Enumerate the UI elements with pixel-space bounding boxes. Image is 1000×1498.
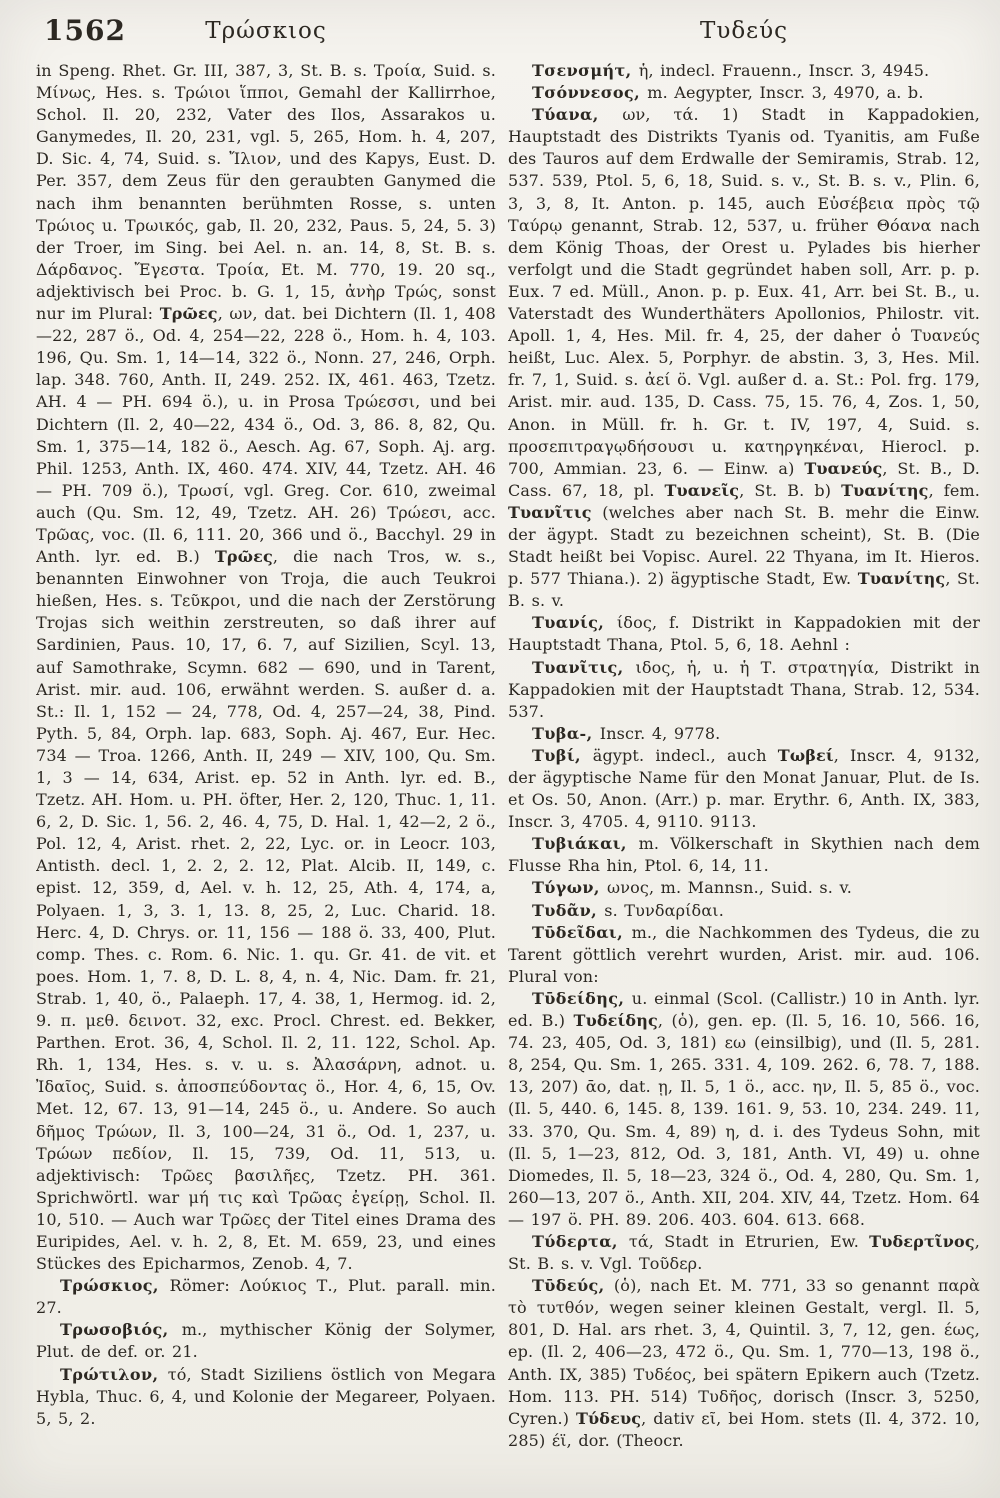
left-column [36,60,496,1492]
dictionary-entry: Τρώτιλον, τό, Stadt Siziliens östlich von Megara Hybla, Thuc. 6, 4, und Kolonie der Megareer, Polyaen. 5, 5, 2. [36,1364,496,1428]
entry-headword: Τύδερτα, [532,1231,629,1251]
dictionary-entry: Τρώσκιος, Römer: Λούκιος Τ., Plut. parall. min. 27. [36,1276,496,1318]
page-header [0,12,1000,56]
dictionary-entry: Τύγων, ωνος, m. Mannsn., Suid. s. v. [532,878,852,898]
entry-headword: Τυανῖτις, [532,657,636,677]
bold-term: Τύδευς [575,1408,642,1428]
entry-headword: Τρωσοβιός, [60,1320,182,1340]
entry-headword: Τρώσκιος, [60,1276,170,1296]
running-head-right: Τυδεύς [700,18,788,44]
bold-term: Τυανίτης [841,480,929,500]
entry-headword: Τρώτιλον, [60,1364,168,1384]
bold-term: Τυδείδης [573,1011,658,1031]
dictionary-entry: Τυβα-, Inscr. 4, 9778. [532,723,721,743]
dictionary-entry: Τῡδεύς, (ὁ), nach Et. M. 771, 33 so genannt παρὰ τὸ τυτθόν, wegen seiner kleinen Gestalt, vergl. Il. 5, 801, D. Hal. ars rhet. 3, 4, Quintil. 3, 7, 12, gen. έως, ep. (Il. 2, 406—23, 472 ö., Qu. Sm. 1, 770—13, 198 ö., Anth. IX, 385) Τυδέος, bei spätern Epikern auch (Tzetz. Hom. 113. PH. 514) Τυδῆος, dorisch (Inscr. 3, 5250, Cyren.) Τύδευς, dativ εῖ, bei Hom. stets (Il. 4, 372. 10, 285) έϊ, dor. (Theocr. [508,1276,980,1450]
dictionary-entry: Τυβί, ägypt. indecl., auch Τωβεί, Inscr. 4, 9132, der ägyptische Name für den Monat Januar, Plut. de Is. et Os. 50, Anon. (Arr.) p. mar. Erythr. 6, Anth. IX, 383, Inscr. 3, 4705. 4, 9110. 9113. [508,745,980,832]
entry-headword: Τυανίς, [532,613,617,633]
bold-term: Τυανίτης [857,569,946,589]
entry-headword: Τύανα, [532,105,623,125]
bold-term: Τυδερτῖνος [869,1231,975,1251]
entry-headword: Τῡδεῖδαι, [532,922,632,942]
bold-term: Τυανεύς [804,458,883,478]
bold-term: Τωβεί [777,745,834,765]
dictionary-entry: in Speng. Rhet. Gr. III, 387, 3, St. B. s. Τροία, Suid. s. Μίνως, Hes. s. Τρώιοι ἵπποι, Gemahl der Kallirrhoe, Schol. Il. 20, 232, Vater des Ilos, Assarakos u. Ganymedes, Il. 20, 231, vgl. 5, 265, Hom. h. 4, 207, D. Sic. 4, 74, Suid. s. Ἴλιον, und des Kapys, Eust. D. Per. 357, dem Zeus für den geraubten Ganymed die nach ihm benannten berühmten Rosse, s. unten Τρώιος u. Τρωικός, gab, Il. 20, 232, Paus. 5, 24, 5. 3) der Troer, im Sing. bei Ael. n. an. 14, 8, St. B. s. Δάρδανος. Ἔγεστα. Τροία, Et. M. 770, 19. 20 sq., adjektivisch bei Proc. b. G. 1, 15, ἀνὴρ Τρώς, sonst nur im Plural: Τρῶες, ων, dat. bei Dichtern (Il. 1, 408—22, 287 ö., Od. 4, 254—22, 228 ö., Hom. h. 4, 103. 196, Qu. Sm. 1, 14—14, 322 ö., Nonn. 27, 246, Orph. lap. 348. 760, Anth. II, 249. 252. IX, 461. 463, Tzetz. AH. 4 — PH. 694 ö.), u. in Prosa Τρώεσσι, und bei Dichtern (Il. 2, 40—22, 434 ö., Od. 3, 86. 8, 82, Qu. Sm. 1, 375—14, 182 ö., Aesch. Ag. 67, Soph. Aj. arg. Phil. 1253, Anth. IX, 460. 474. XIV, 44, Tzetz. AH. 46 — PH. 709 ö.), Τρωσί, vgl. Greg. Cor. 610, zweimal auch (Qu. Sm. 12, 49, Tzetz. AH. 26) Τρώεσι, acc. Τρῶας, voc. (Il. 6, 111. 20, 366 und ö., Bacchyl. 29 in Anth. lyr. ed. B.) Τρῶες, die nach Tros, w. s., benannten Einwohner von Troja, die auch Teukroi hießen, Hes. s. Τεῦκροι, und die nach der Zerstörung Trojas sich weithin zerstreuten, so daß ihrer auf Sardinien, Paus. 10, 17, 6. 7, auf Sizilien, Scyl. 13, auf Samothrake, Scymn. 682 — 690, und in Tarent, Arist. mir. aud. 106, erwähnt werden. S. außer d. a. St.: Il. 1, 152 — 24, 778, Od. 4, 257—24, 38, Pind. Pyth. 5, 84, Orph. lap. 683, Soph. Aj. 467, Eur. Hec. 734 — Troa. 1266, Anth. II, 249 — XIV, 100, Qu. Sm. 1, 3 — 14, 634, Arist. ep. 52 in Anth. lyr. ed. B., Tzetz. AH. Hom. u. PH. öfter, Her. 2, 120, Thuc. 1, 11. 6, 2, D. Sic. 1, 56. 2, 46. 4, 75, D. Hal. 1, 42—2, 2 ö., Pol. 12, 4, Arist. rhet. 2, 22, Lyc. or. in Leocr. 103, Antisth. decl. 1, 2. 2, 2. 12, Plat. Alcib. II, 149, c. epist. 12, 359, d, Ael. v. h. 12, 25, Ath. 4, 174, a, Polyaen. 1, 3, 3. 1, 13. 8, 25, 2, Luc. Charid. 18. Herc. 4, D. Chrys. or. 11, 156 — 188 ö. 33, 400, Plut. comp. Thes. c. Rom. 6. Nic. 1. qu. Gr. 41. de vit. et poes. Hom. 1, 7. 8, D. L. 8, 4, n. 4, Nic. Dam. fr. 21, Strab. 1, 40, ö., Palaeph. 17, 4. 38, 1, Hermog. id. 2, 9. π. μεθ. δεινοτ. 32, exc. Procl. Chrest. ed. Bekker, Parthen. Erot. 36, 4, Schol. Il. 2, 11. 122, Schol. Ap. Rh. 1, 134, Hes. s. v. u. s. Ἀλασάρνη, adnot. u. Ἰδαῖος, Suid. s. ἀποσπεύδοντας ö., Hor. 4, 6, 15, Ov. Met. 12, 67. 13, 91—14, 245 ö., u. Andere. So auch δῆμος Τρώων, Il. 3, 100—24, 31 ö., Od. 1, 237, u. Τρώων πεδίον, Il. 15, 739, Od. 11, 513, u. adjektivisch: Τρῶες βασιλῆες, Tzetz. PH. 361. Sprichwörtl. war μή τις καὶ Τρῶας ἐγείρῃ, Schol. Il. 10, 510. — Auch war Τρῶες der Titel eines Drama des Euripides, Ael. v. h. 2, 8, Et. M. 659, 23, und eines Stückes des Epicharmos, Zenob. 4, 7. [36,61,496,1274]
entry-headword: Τσόννεσος, [532,83,648,103]
dictionary-entry: Τυανῖτις, ιδος, ἡ, u. ἡ Τ. στρατηγία, Distrikt in Kappadokien mit der Hauptstadt Thana, Strab. 12, 534. 537. [508,657,980,721]
dictionary-entry: Τυβιάκαι, m. Völkerschaft in Skythien nach dem Flusse Rha hin, Ptol. 6, 14, 11. [508,834,980,876]
entry-headword: Τυβί, [532,745,593,765]
dictionary-entry: Τσενσμήτ, ἡ, indecl. Frauenn., Inscr. 3, 4945. [532,61,930,80]
right-column [508,60,980,1492]
entry-headword: Τῡδεύς, [532,1276,614,1296]
entry-headword: Τύγων, [532,878,608,898]
dictionary-entry: Τῡδεῖδαι, m., die Nachkommen des Tydeus, die zu Tarent göttlich verehrt wurden, Arist. mir. aud. 106. Plural von: [508,922,980,986]
entry-headword: Τυδᾶν, [532,900,605,920]
bold-term: Τρῶες [214,547,273,567]
dictionary-entry: Τῡδείδης, u. einmal (Scol. (Callistr.) 10 in Anth. lyr. ed. B.) Τυδείδης, (ὁ), gen. ep. (Il. 5, 16. 10, 566. 16, 74. 23, 405, Od. 3, 181) εω (einsilbig), und (Il. 5, 281. 8, 254, Qu. Sm. 1, 265. 331. 4, 109. 262. 6, 78. 7, 188. 13, 207) ᾱο, dat. ῃ, Il. 5, 1 ö., acc. ην, Il. 5, 85 ö., voc. (Il. 5, 440. 6, 145. 8, 139. 161. 9, 53. 10, 234. 249. 11, 33. 370, Qu. Sm. 4, 89) η, d. i. des Tydeus Sohn, mit (Il. 5, 1—23, 812, Od. 3, 181, Anth. VI, 49) u. ohne Diomedes, Il. 5, 18—23, 324 ö., Od. 4, 280, Qu. Sm. 1, 260—13, 207 ö., Anth. XII, 204. XIV, 44, Tzetz. Hom. 64 — 197 ö. PH. 89. 206. 403. 604. 613. 668. [508,988,980,1229]
dictionary-entry: Τύδερτα, τά, Stadt in Etrurien, Ew. Τυδερτῖνος, St. B. s. v. Vgl. Τοῦδερ. [508,1231,980,1274]
text-columns [0,60,1000,1490]
dictionary-entry: Τσόννεσος, m. Aegypter, Inscr. 3, 4970, a. b. [532,83,924,103]
entry-headword: Τυβα-, [532,723,600,743]
running-head-left: Τρώσκιος [205,18,327,44]
page-number: 1562 [44,14,126,47]
bold-term: Τυανεῖς [664,480,740,500]
dictionary-entry: Τύανα, ων, τά. 1) Stadt in Kappadokien, Hauptstadt des Distrikts Tyanis od. Tyanitis, am Fuße des Tauros auf dem Erdwalle der Semiramis, Strab. 12, 537. 539, Ptol. 5, 6, 18, Suid. s. v., St. B. s. v., Plin. 6, 3, 3, 8, It. Anton. p. 145, auch Εὐσέβεια πρὸς τῷ Ταύρῳ genannt, Strab. 12, 537, u. früher Θόανα nach dem König Thoas, der Orest u. Pylades bis hierher verfolgt und die Stadt gegründet haben soll, Arr. p. p. Eux. 7 ed. Müll., Anon. p. p. Eux. 41, Arr. bei St. B., u. Vaterstadt des Wunderthäters Apollonios, Philostr. vit. Apoll. 1, 4, Hes. Mil. fr. 4, 25, der daher ὁ Τυανεύς heißt, Luc. Alex. 5, Porphyr. de abstin. 3, 3, Hes. Mil. fr. 7, 1, Suid. s. ἀεί ö. Vgl. außer d. a. St.: Pol. frg. 179, Arist. mir. aud. 135, D. Cass. 75, 15. 76, 4, Zos. 1, 50, Anon. in Müll. fr. h. Gr. t. IV, 197, 4, Suid. s. προσεπιτραγῳδήσουσι u. κατηργηκέναι, Hierocl. p. 700, Ammian. 23, 6. — Einw. a) Τυανεύς, St. B., D. Cass. 67, 18, pl. Τυανεῖς, St. B. b) Τυανίτης, fem. Τυανῖτις (welches aber nach St. B. mehr die Einw. der ägypt. Stadt zu bezeichnen scheint), St. B. (Die Stadt heißt bei Vopisc. Aurel. 22 Thyana, im It. Hieros. p. 577 Thiana.). 2) ägyptische Stadt, Ew. Τυανίτης, St. B. s. v. [508,105,980,611]
bold-term: Τυανῖτις [508,502,592,522]
entry-headword: Τυβιάκαι, [532,834,639,854]
entry-headword: Τσενσμήτ, [532,61,639,80]
dictionary-entry: Τυανίς, ίδος, f. Distrikt in Kappadokien mit der Hauptstadt Thana, Ptol. 5, 6, 18. Aehnl : [508,613,980,655]
bold-term: Τρῶες [159,304,218,324]
dictionary-entry: Τρωσοβιός, m., mythischer König der Solymer, Plut. de def. or. 21. [36,1320,496,1362]
entry-headword: Τῡδείδης, [532,988,632,1008]
dictionary-entry: Τυδᾶν, s. Τυνδαρίδαι. [532,900,724,920]
